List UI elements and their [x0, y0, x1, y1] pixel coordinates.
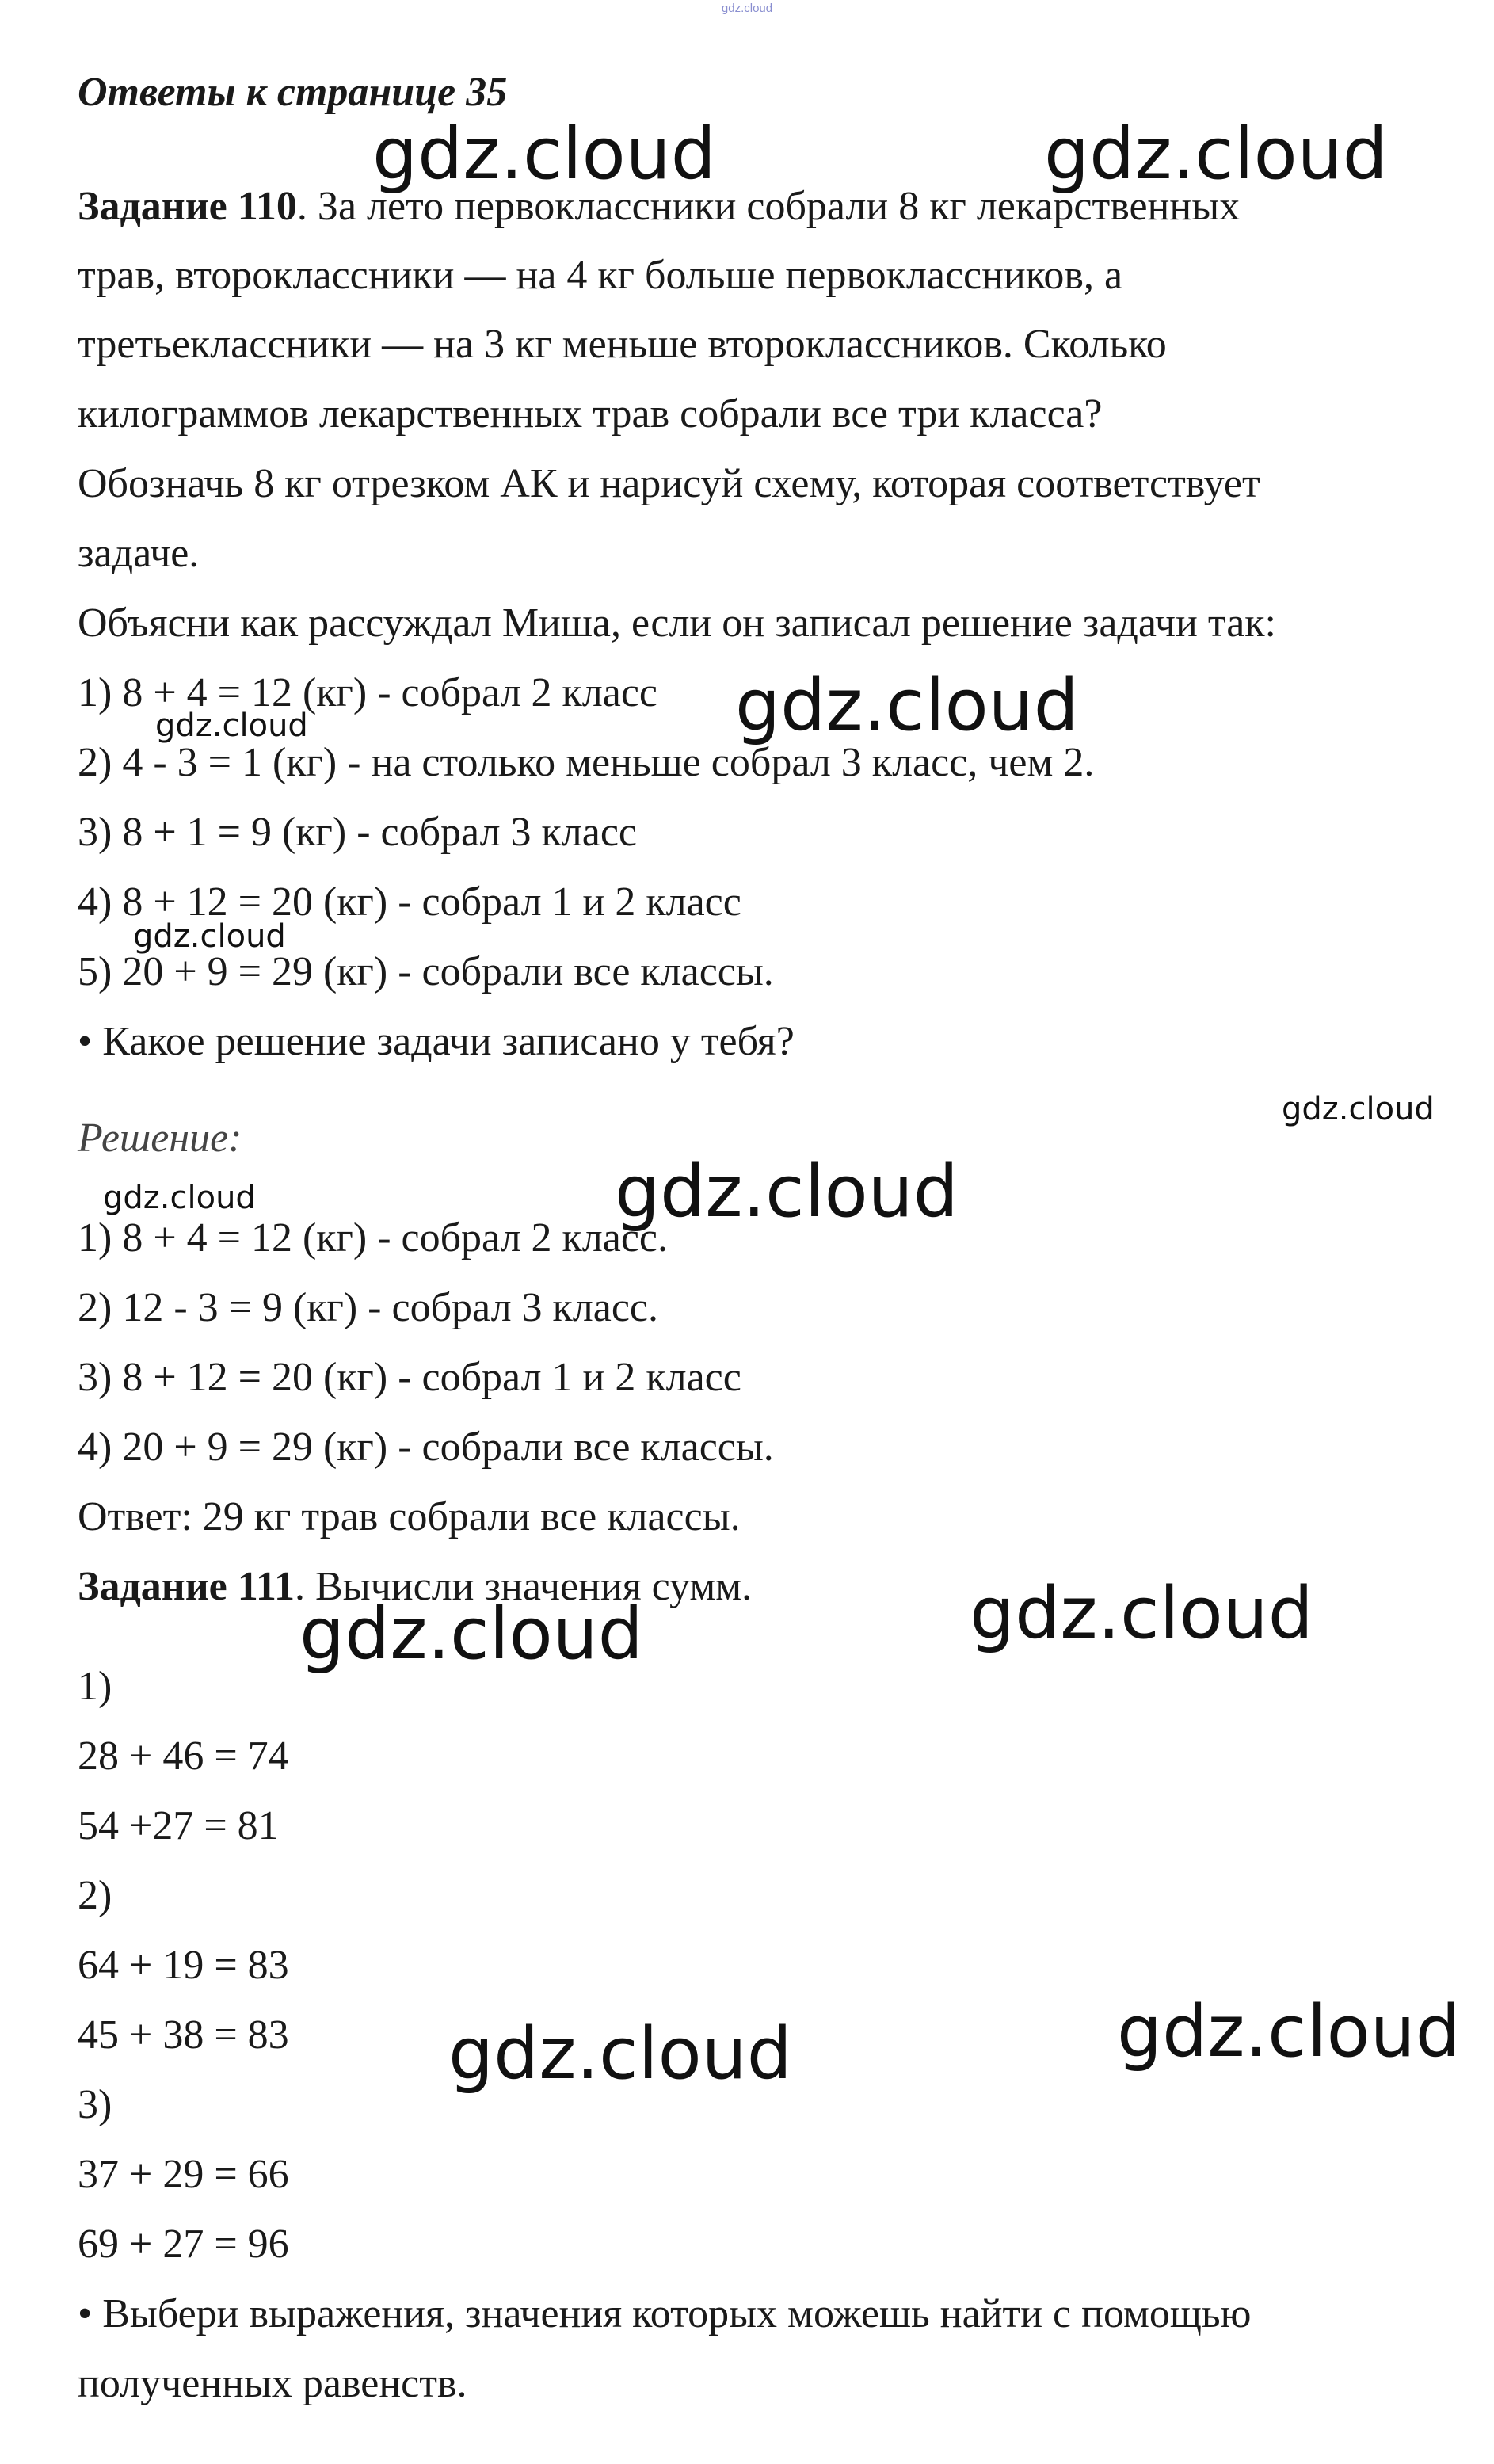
misha-step-3: 3) 8 + 1 = 9 (кг) - собрал 3 класс — [78, 810, 637, 855]
misha-step-1: 1) 8 + 4 = 12 (кг) - собрал 2 класс — [78, 670, 657, 715]
task111-part-1: 1) — [78, 1664, 112, 1709]
task110-label: Задание 110 — [78, 184, 297, 229]
misha-step-2: 2) 4 - 3 = 1 (кг) - на столько меньше собрал 3 класс, чем 2. — [78, 740, 1095, 785]
task110-line-5: Обозначь 8 кг отрезком АК и нарисуй схему, которая соответствует — [78, 461, 1260, 506]
task111-intro: . Вычисли значения сумм. — [295, 1564, 753, 1609]
watermark: gdz.cloud — [1044, 113, 1388, 196]
solution-step-3: 3) 8 + 12 = 20 (кг) - собрал 1 и 2 класс — [78, 1355, 741, 1400]
task110-line-4: килограммов лекарственных трав собрали все три класса? — [78, 391, 1103, 437]
watermark: gdz.cloud — [155, 708, 308, 744]
solution-step-1: 1) 8 + 4 = 12 (кг) - собрал 2 класс. — [78, 1215, 668, 1261]
task111-label: Задание 111 — [78, 1564, 295, 1609]
solution-step-2: 2) 12 - 3 = 9 (кг) - собрал 3 класс. — [78, 1285, 658, 1330]
page-heading: Ответы к странице 35 — [78, 70, 508, 115]
misha-step-4: 4) 8 + 12 = 20 (кг) - собрал 1 и 2 класс — [78, 879, 741, 925]
task111-part-2: 2) — [78, 1873, 112, 1918]
top-watermark: gdz.cloud — [721, 2, 773, 15]
watermark: gdz.cloud — [103, 1180, 256, 1216]
task111-eq-6: 69 + 27 = 96 — [78, 2222, 289, 2267]
task111-part-3: 3) — [78, 2082, 112, 2127]
task111-eq-4: 45 + 38 = 83 — [78, 2012, 289, 2058]
solution-label: Решение: — [78, 1116, 242, 1161]
solution-answer: Ответ: 29 кг трав собрали все классы. — [78, 1494, 741, 1539]
task111-question-2: полученных равенств. — [78, 2361, 467, 2406]
task110-line-2: трав, второклассники — на 4 кг больше первоклассников, а — [78, 253, 1123, 298]
task111-eq-5: 37 + 29 = 66 — [78, 2152, 289, 2197]
task110-line-7: Объясни как рассуждал Миша, если он записал решение задачи так: — [78, 601, 1277, 646]
task111-eq-2: 54 +27 = 81 — [78, 1803, 279, 1848]
watermark: gdz.cloud — [1117, 1990, 1461, 2073]
misha-step-5: 5) 20 + 9 = 29 (кг) - собрали все классы. — [78, 949, 774, 994]
watermark: gdz.cloud — [735, 664, 1079, 747]
task111-question-1: • Выбери выражения, значения которых можешь найти с помощью — [78, 2291, 1252, 2336]
task110-text: . За лето первоклассники собрали 8 кг лекарственных — [296, 184, 1241, 229]
watermark: gdz.cloud — [1282, 1091, 1435, 1127]
watermark: gdz.cloud — [299, 1592, 643, 1676]
solution-step-4: 4) 20 + 9 = 29 (кг) - собрали все классы. — [78, 1425, 774, 1470]
task111-eq-1: 28 + 46 = 74 — [78, 1734, 289, 1779]
task110-line-3: третьеклассники — на 3 кг меньше второклассников. Сколько — [78, 322, 1167, 367]
watermark: gdz.cloud — [133, 918, 286, 955]
watermark: gdz.cloud — [372, 113, 716, 196]
watermark: gdz.cloud — [615, 1150, 959, 1234]
task110-question: • Какое решение задачи записано у тебя? — [78, 1019, 795, 1064]
task110-line-6: задаче. — [78, 531, 200, 576]
watermark: gdz.cloud — [970, 1572, 1313, 1655]
task111-eq-3: 64 + 19 = 83 — [78, 1943, 289, 1988]
watermark: gdz.cloud — [448, 2012, 792, 2096]
